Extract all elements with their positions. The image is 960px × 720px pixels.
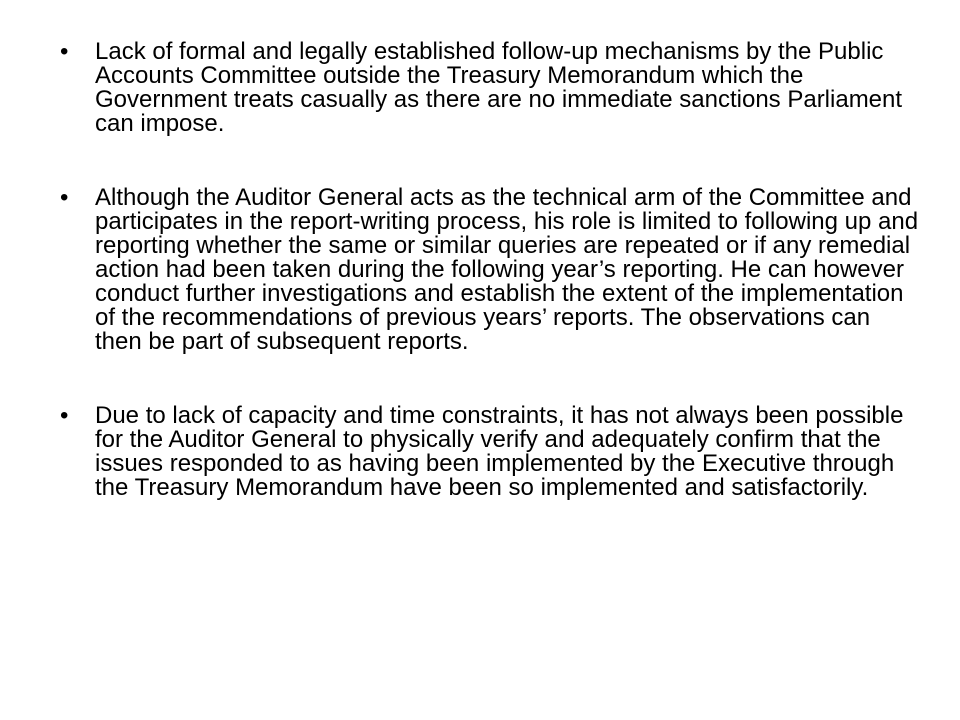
bullet-icon: • xyxy=(60,38,69,65)
bullet-text: Lack of formal and legally established follow-up mechanisms by the Public Accounts Committee outside the Treasury Memorandum which the Government treats casually as there are no immediate sanctions Parliament can impose. xyxy=(95,38,903,137)
bullet-icon: • xyxy=(60,184,69,211)
bullet-icon: • xyxy=(60,402,69,429)
bullet-item-follow-up-mechanisms xyxy=(60,40,920,136)
bullet-text: Although the Auditor General acts as the technical arm of the Committee and participates in the report-writing process, his role is limited to following up and reporting whether the same or similar queries are repeated or if any remedial action had been taken during the following year’s reporting. He can however conduct further investigations and establish the extent of the implementation of the recommendations of previous years’ reports. The observations can then be part of subsequent reports. xyxy=(95,184,919,355)
bullet-item-auditor-general-role xyxy=(60,186,920,354)
bullet-text: Due to lack of capacity and time constraints, it has not always been possible for the Auditor General to physically verify and adequately confirm that the issues responded to as having been implemented by the Executive through the Treasury Memorandum have been so implemented and satisfactorily. xyxy=(95,402,904,501)
bullet-list xyxy=(60,40,920,500)
bullet-item-capacity-constraints xyxy=(60,404,920,500)
